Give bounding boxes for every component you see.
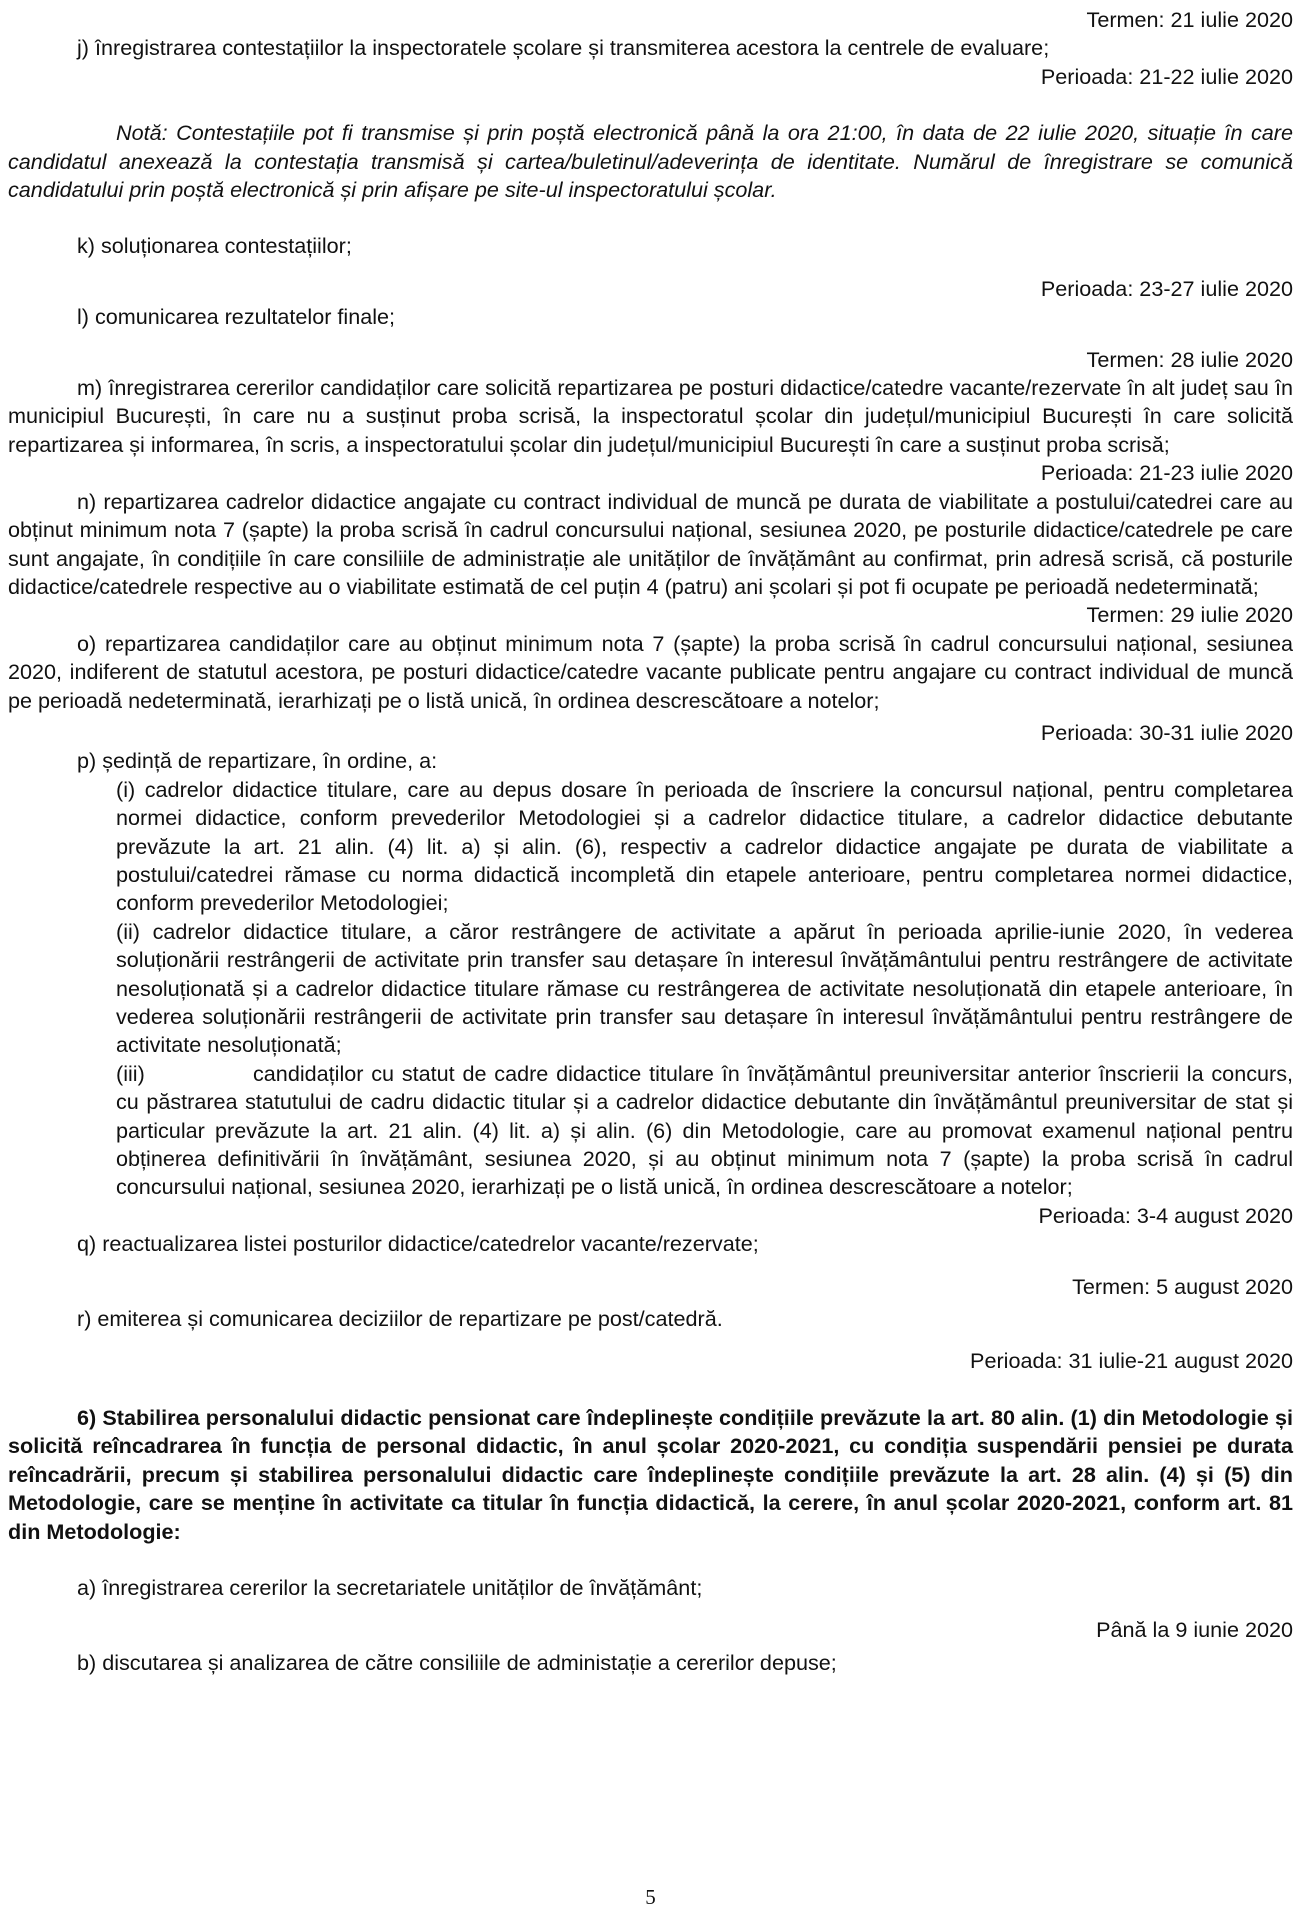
list-item-m: m) înregistrarea cererilor candidaților care solicită repartizarea pe posturi didactice/catedre vacante/rezervate în alt județ sau în municipiul București, în care nu a susținut proba scrisă, la inspectoratul școlar din județul/municipiul București în care solicită repartizarea și informarea, în scris, a inspectoratului școlar din județul/municipiul București în care a susținut proba scrisă;: [8, 375, 1293, 457]
period-o: Perioada: 30-31 iulie 2020: [1040, 719, 1293, 745]
note-paragraph: Notă: Contestațiile pot fi transmise și prin poștă electronică până la ora 21:00, în data de 22 iulie 2020, situație în care candidatul anexează la contestația transmisă și cartea/buletinul/adeverința de identitate. Numărul de înregistrare se comunică candidatului prin poștă electronică și prin afișare pe site-ul inspectoratului școlar.: [8, 120, 1293, 203]
deadline-l: Termen: 28 iulie 2020: [1086, 346, 1293, 372]
deadline-a: Până la 9 iunie 2020: [1096, 1617, 1293, 1643]
period-k: Perioada: 23-27 iulie 2020: [1040, 275, 1293, 301]
section-6-heading: 6) Stabilirea personalului didactic pensionat care îndeplinește condițiile prevăzute la art. 80 alin. (1) din Metodologie și solicită reîncadrarea în funcția de personal didactic, în anul școlar 2020-2021, cu condiția suspendării pensiei pe durata reîncadrării, precum și stabilirea personalului didactic care îndeplinește condițiile prevăzute la art. 28 alin. (4) și (5) din Metodologie, care se menține în activitate ca titular în funcția didactică, la cerere, în anul școlar 2020-2021, conform art. 81 din Metodologie:: [8, 1404, 1293, 1544]
period-m: Perioada: 21-23 iulie 2020: [1040, 460, 1293, 486]
sub-item-p-iii: [8, 1060, 1293, 1202]
period-r: Perioada: 31 iulie-21 august 2020: [970, 1348, 1293, 1374]
list-item-a: a) înregistrarea cererilor la secretariatele unităților de învățământ;: [77, 1574, 703, 1600]
sub-item-p-ii: (ii) cadrelor didactice titulare, a căror restrângere de activitate a apărut în perioada aprilie-iunie 2020, în vederea soluționării restrângerii de activitate prin transfer sau detașare în interesul învățământului pentru restrângere de activitate nesoluționată și a cadrelor didactice titulare rămase cu restrângerea de activitate nesoluționată din etapele anterioare, în vederea soluționării restrângerii de activitate prin transfer sau detașare în interesul învățământului pentru restrângere de activitate nesoluționată;: [116, 918, 1293, 1058]
list-item-o: o) repartizarea candidaților care au obținut minimum nota 7 (șapte) la proba scrisă în cadrul concursului național, sesiunea 2020, indiferent de statutul acestora, pe posturi didactice/catedre vacante publicate pentru angajare cu contract individual de muncă pe perioadă nedeterminată, ierarhizați pe o listă unică, în ordinea descrescătoare a notelor;: [8, 630, 1293, 713]
document-body: [8, 6, 1293, 1677]
list-item-n: n) repartizarea cadrelor didactice angajate cu contract individual de muncă pe durata de viabilitate a postului/catedrei care au obținut minimum nota 7 (șapte) la proba scrisă în cadrul concursului național, sesiunea 2020, pe posturile didactice/catedrele pe care sunt angajate, în condițiile în care consiliile de administrație ale unităților de învățământ au confirmat, prin adresă scrisă, că posturile didactice/catedrele respective au o viabilitate estimată de cel puțin 4 (patru) ani școlari și pot fi ocupate pe perioadă nedeterminată;: [8, 488, 1293, 599]
sub-item-p-iii-text: candidaților cu statut de cadre didactice titulare în învățământul preuniversitar anterior înscrierii la concurs, cu păstrarea statutului de cadru didactic titular și a cadrelor didactice debutante din învățământul preuniversitar de stat și particular prevăzute la art. 21 alin. (4) lit. a) și alin. (6) din Metodologie, care au promovat examenul național pentru obținerea definitivării în învățământ, sesiunea 2020, și au obținut minimum nota 7 (șapte) la proba scrisă în cadrul concursului național, sesiunea 2020, ierarhizați pe o listă unică, în ordinea descrescătoare a notelor;: [116, 1060, 1293, 1200]
list-item-l: l) comunicarea rezultatelor finale;: [77, 304, 396, 330]
list-item-q: q) reactualizarea listei posturilor didactice/catedrelor vacante/rezervate;: [77, 1231, 759, 1257]
list-item-j: j) înregistrarea contestațiilor la inspectoratele școlare și transmiterea acestora la centrele de evaluare;: [77, 35, 1050, 61]
list-item-p: p) ședință de repartizare, în ordine, a:: [77, 748, 438, 774]
sub-item-p-iii-label: (iii): [116, 1060, 145, 1086]
page-number: 5: [645, 1885, 656, 1909]
period-p: Perioada: 3-4 august 2020: [1038, 1202, 1293, 1228]
deadline-n: Termen: 29 iulie 2020: [1086, 602, 1293, 628]
period-j: Perioada: 21-22 iulie 2020: [1040, 63, 1293, 89]
deadline-j-prev: Termen: 21 iulie 2020: [1086, 7, 1293, 32]
list-item-k: k) soluționarea contestațiilor;: [77, 233, 352, 259]
list-item-b: b) discutarea și analizarea de către consiliile de administație a cererilor depuse;: [77, 1649, 837, 1675]
sub-item-p-i: (i) cadrelor didactice titulare, care au depus dosare în perioada de înscriere la concursul național, pentru completarea normei didactice, conform prevederilor Metodologiei și a cadrelor didactice titulare, a cadrelor didactice debutante prevăzute la art. 21 alin. (4) lit. a) și alin. (6), respectiv a cadrelor didactice angajate pe durata de viabilitate a postului/catedrei rămase cu norma didactică incompletă din etapele anterioare, pentru completarea normei didactice, conform prevederilor Metodologiei;: [116, 776, 1293, 916]
deadline-q: Termen: 5 august 2020: [1072, 1273, 1293, 1299]
list-item-r: r) emiterea și comunicarea deciziilor de repartizare pe post/catedră.: [77, 1306, 723, 1332]
